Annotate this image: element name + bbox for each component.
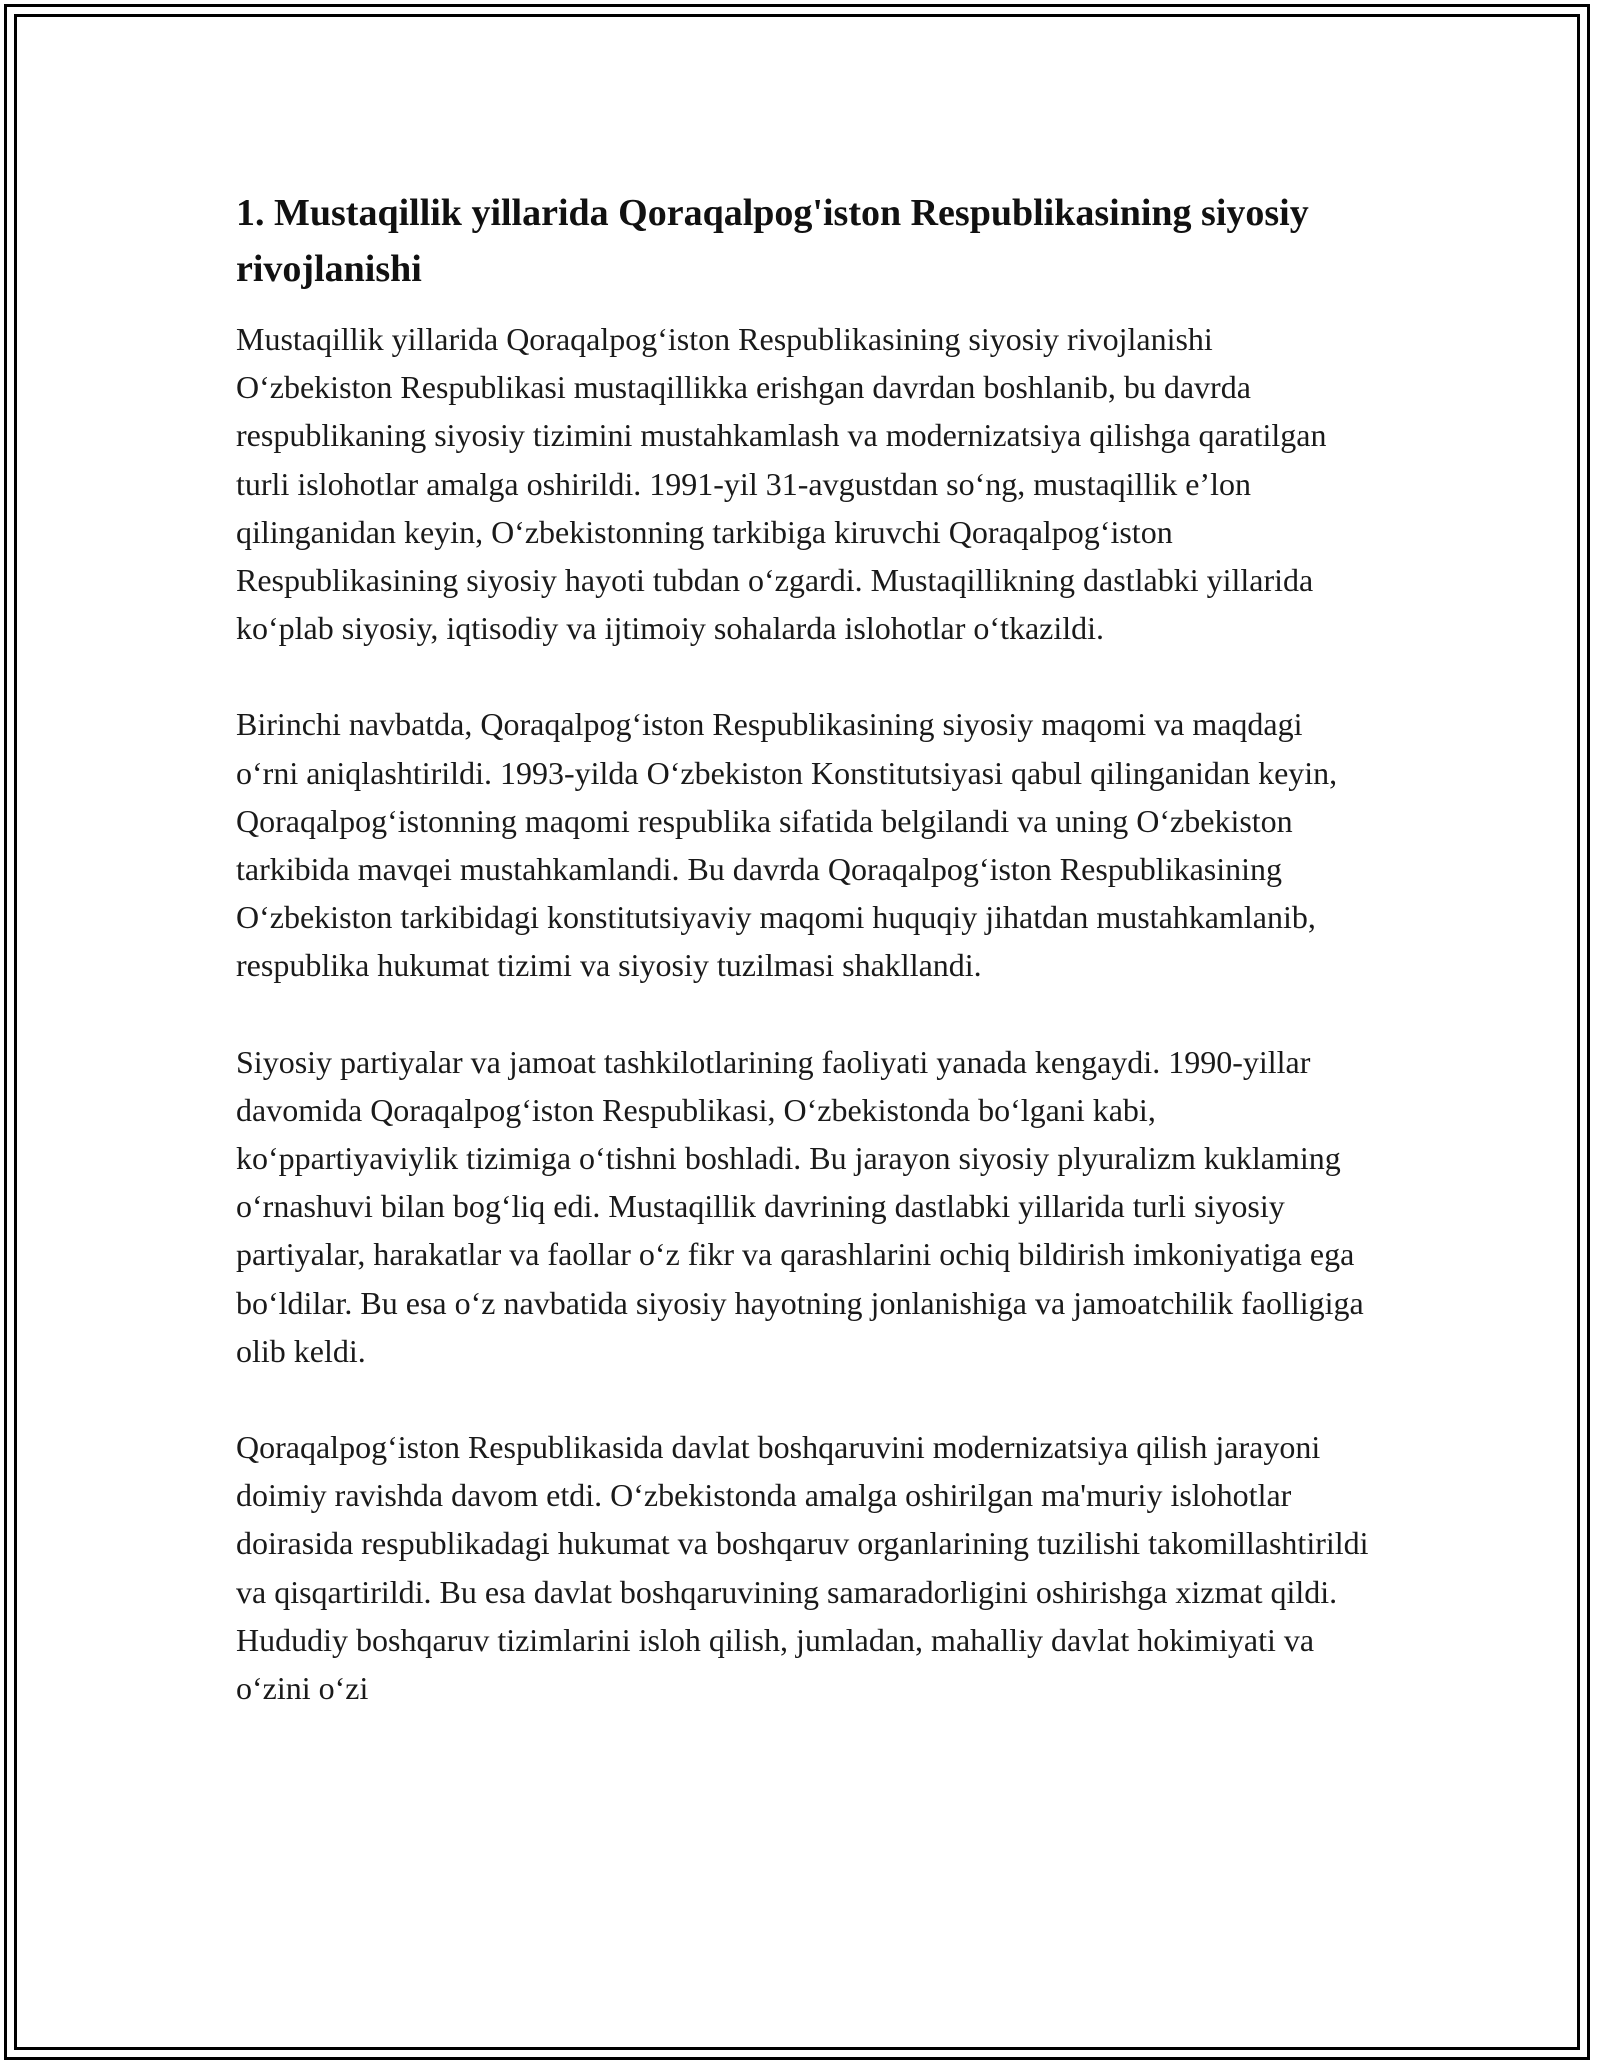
paragraph-4: Qoraqalpog‘iston Respublikasida davlat boshqaruvini modernizatsiya qilish jarayoni doimiy ravishda davom etdi. O‘zbekistonda amalga oshirilgan ma'muriy islohotlar doirasida respublikadagi hukumat va boshqaruv organlarining tuzilishi takomillashtirildi va qisqartirildi. Bu esa davlat boshqaruvining samaradorligini oshirishga xizmat qildi. Hududiy boshqaruv tizimlarini isloh qilish, jumladan, mahalliy davlat hokimiyati va o‘zini o‘zi	[236, 1429, 1369, 1707]
paragraph-1: Mustaqillik yillarida Qoraqalpog‘iston Respublikasining siyosiy rivojlanishi O‘zbekiston Respublikasi mustaqillikka erishgan davrdan boshlanib, bu davrda respublikaning siyosiy tizimini mustahkamlash va modernizatsiya qilishga qaratilgan turli islohotlar amalga oshirildi. 1991-yil 31-avgustdan so‘ng, mustaqillik e’lon qilinganidan keyin, O‘zbekistonning tarkibiga kiruvchi Qoraqalpog‘iston Respublikasining siyosiy hayoti tubdan o‘zgardi. Mustaqillikning dastlabki yillarida ko‘plab siyosiy, iqtisodiy va ijtimoiy sohalarda islohotlar o‘tkazildi.	[236, 321, 1327, 647]
document-body	[236, 185, 1371, 1760]
paragraph-3: Siyosiy partiyalar va jamoat tashkilotlarining faoliyati yanada kengaydi. 1990-yillar davomida Qoraqalpog‘iston Respublikasi, O‘zbekistonda bo‘lgani kabi, ko‘ppartiyaviylik tizimiga o‘tishni boshladi. Bu jarayon siyosiy plyuralizm kuklaming o‘rnashuvi bilan bog‘liq edi. Mustaqillik davrining dastlabki yillarida turli siyosiy partiyalar, harakatlar va faollar o‘z fikr va qarashlarini ochiq bildirish imkoniyatiga ega bo‘ldilar. Bu esa o‘z navbatida siyosiy hayotning jonlanishiga va jamoatchilik faolligiga olib keldi.	[236, 1043, 1364, 1369]
section-heading: 1. Mustaqillik yillarida Qoraqalpog'iston Respublikasining siyosiy rivojlanishi	[236, 192, 1309, 290]
paragraph-2: Birinchi navbatda, Qoraqalpog‘iston Respublikasining siyosiy maqomi va maqdagi o‘rni aniqlashtirildi. 1993-yilda O‘zbekiston Konstitutsiyasi qabul qilinganidan keyin, Qoraqalpog‘istonning maqomi respublika sifatida belgilandi va uning O‘zbekiston tarkibida mavqei mustahkamlandi. Bu davrda Qoraqalpog‘iston Respublikasining O‘zbekiston tarkibidagi konstitutsiyaviy maqomi huquqiy jihatdan mustahkamlanib, respublika hukumat tizimi va siyosiy tuzilmasi shakllandi.	[236, 706, 1338, 984]
